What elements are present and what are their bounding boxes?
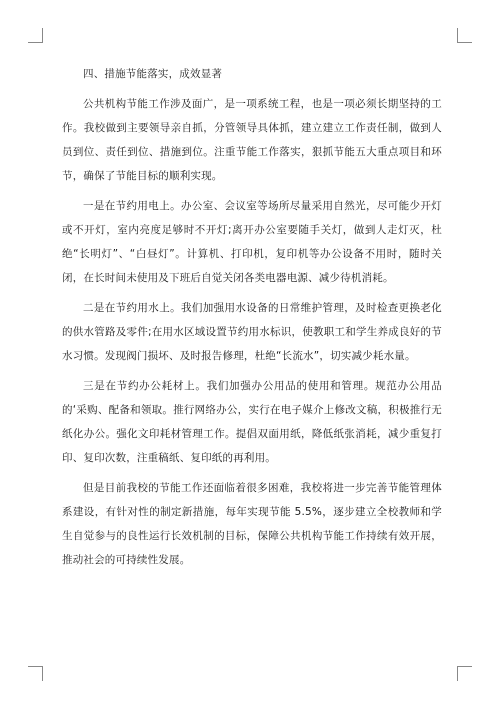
paragraph-office-supplies: 三是在节约办公耗材上。我们加强办公用品的使用和管理。规范办公用品的‘采购、配备和领取。推行网络办公，实行在电子媒介上修改文稿，积极推行无纸化办公。强化文印耗材管理工作。提倡双面用纸，降低纸张消耗，减少重复打印、复印次数，注重稿纸、复印纸的再利用。 [62, 380, 442, 464]
paragraph-water: 二是在节约用水上。我们加强用水设备的日常维护管理，及时检查更换老化的供水管路及零件;在用水区域设置节约用水标识，使教职工和学生养成良好的节水习惯。发现阀门损坏、及时报告修理，杜绝“长流水”，切实减少耗水量。 [62, 302, 442, 362]
paragraph-conclusion: 但是目前我校的节能工作还面临着很多困难，我校将进一步完善节能管理体系建设，有针对性的制定新措施，每年实现节能 5.5%，逐步建立全校教师和学生自觉参与的良性运行长效机制的目标，保障公共机构节能工作持续有效开展，推动社会的可持续性发展。 [62, 482, 442, 566]
section-heading: 四、措施节能落实，成效显著 [83, 68, 223, 80]
document-body [62, 62, 442, 578]
crop-mark-bottom-right [457, 666, 472, 681]
crop-mark-bottom-left [28, 666, 43, 681]
paragraph-intro: 公共机构节能工作涉及面广，是一项系统工程，也是一项必须长期坚持的工作。我校做到主要领导亲自抓，分管领导具体抓，建立建立工作责任制，做到人员到位、责任到位、措施到位。注重节能工作落实，狠抓节能五大重点项目和环节，确保了节能目标的顺利实现。 [62, 98, 442, 182]
crop-mark-top-right [457, 28, 472, 43]
paragraph-electricity: 一是在节约用电上。办公室、会议室等场所尽量采用自然光，尽可能少开灯或不开灯，室内亮度足够时不开灯;离开办公室要随手关灯，做到人走灯灭，杜绝“长明灯”、“白昼灯”。计算机、打印机，复印机等办公设备不用时，随时关闭，在长时间未使用及下班后自觉关闭各类电器电源、减少待机消耗。 [62, 200, 442, 284]
crop-mark-top-left [28, 28, 43, 43]
